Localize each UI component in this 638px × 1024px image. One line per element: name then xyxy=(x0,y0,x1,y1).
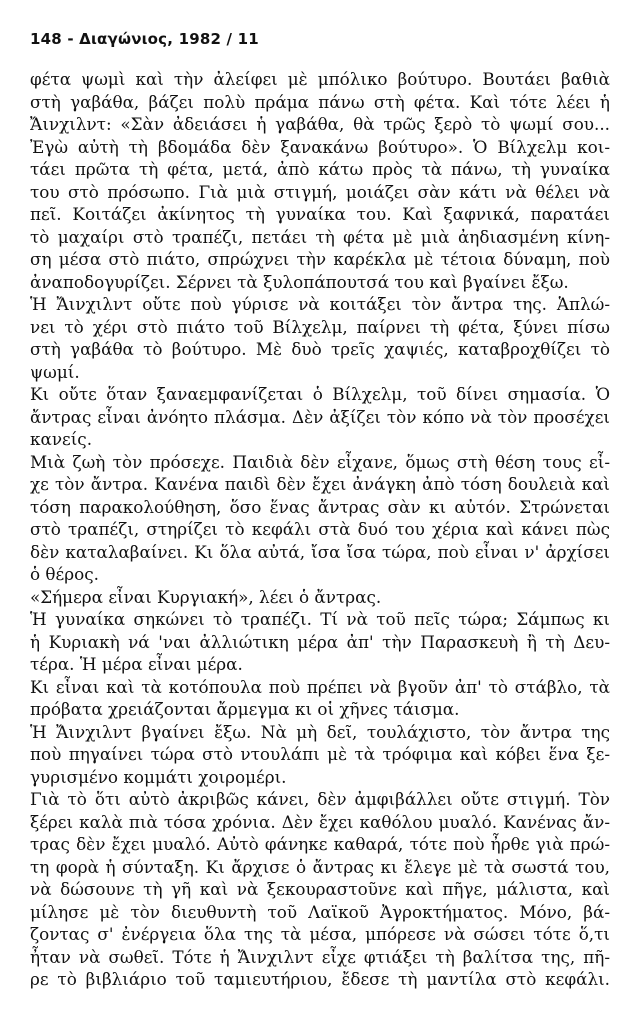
text-line: τὸ μαχαίρι στὸ τραπέζι, πετάει τὴ φέτα μὲ μιὰ ἀηδιασμένη κίνη- xyxy=(30,226,610,247)
text-line: γυρισμένο κομμάτι χοιρομέρι. xyxy=(30,766,287,787)
text-line: ρε τὸ βιβλιάριο τοῦ ταμιευτήριου, ἔδεσε τὴ μαντίλα στὸ κεφάλι. xyxy=(30,969,610,989)
text-line: τη φορὰ ἡ σύνταξη. Κι ἄρχισε ὁ ἄντρας κι ἔλεγε μὲ τὰ σωστά του, xyxy=(30,856,610,877)
text-line: πρόβατα χρειάζονται ἄρμεγμα κι οἱ χῆνες τάισμα. xyxy=(30,699,460,719)
text-line: τρας δὲν ἔχει μυαλό. Αὐτὸ φάνηκε καθαρά, τότε ποὺ ἦρθε γιὰ πρώ- xyxy=(30,834,610,854)
text-line: ὁ θέρος. xyxy=(30,564,99,584)
running-head: 148 - Διαγώνιος, 1982 / 11 xyxy=(30,30,259,48)
text-line: Ἡ Ἄινχιλντ βγαίνει ἔξω. Νὰ μὴ δεῖ, τουλάχιστο, τὸν ἄντρα της xyxy=(30,721,610,742)
text-line: Κι εἶναι καὶ τὰ κοτόπουλα ποὺ πρέπει νὰ βγοῦν ἀπ' τὸ στάβλο, τὰ xyxy=(30,676,610,697)
text-line: τέρα. Ἡ μέρα εἶναι μέρα. xyxy=(30,654,243,674)
text-line: «Σήμερα εἶναι Κυργιακή», λέει ὁ ἄντρας. xyxy=(30,586,382,607)
text-line: χε τὸν ἄντρα. Κανένα παιδὶ δὲν ἔχει ἀνάγκη ἀπὸ τόση δουλειὰ καὶ xyxy=(30,474,610,494)
text-line: τόση παρακολούθηση, ὅσο ἕνας ἄντρας σὰν κι αὐτόν. Στρώνεται xyxy=(30,496,610,517)
text-line: Ἐγὼ αὐτὴ τὴ βδομάδα δὲν ξανακάνω βούτυρο». Ὁ Βίλχελμ κοι- xyxy=(30,136,610,157)
text-line: φέτα ψωμὶ καὶ τὴν ἀλείφει μὲ μπόλικο βούτυρο. Βουτάει βαθιὰ xyxy=(30,69,610,89)
text-line: Κι οὔτε ὅταν ξαναεμφανίζεται ὁ Βίλχελμ, τοῦ δίνει σημασία. Ὁ xyxy=(30,384,610,404)
text-line: στὴ γαβάθα τὸ βούτυρο. Μὲ δυὸ τρεῖς χαψιές, καταβροχθίζει τὸ xyxy=(30,339,610,359)
text-line: δὲν καταλαβαίνει. Κι ὅλα αὐτά, ἴσα ἴσα τώρα, ποὺ εἶναι ν' ἀρχίσει xyxy=(30,541,610,562)
text-line: κανείς. xyxy=(30,429,93,449)
text-line: νει τὸ χέρι στὸ πιάτο τοῦ Βίλχελμ, παίρνει τὴ φέτα, ξύνει πίσω xyxy=(30,316,610,337)
text-line: στὴ γαβάθα, βάζει πολὺ πράμα πάνω στὴ φέτα. Καὶ τότε λέει ἡ xyxy=(30,91,610,112)
text-line: Ἡ Ἄινχιλντ οὔτε ποὺ γύρισε νὰ κοιτάξει τὸν ἄντρα της. Ἁπλώ- xyxy=(30,294,610,314)
book-page xyxy=(30,0,610,1024)
text-line: μίλησε μὲ τὸν διευθυντὴ τοῦ Λαϊκοῦ Ἀγροκτήματος. Μόνο, βά- xyxy=(30,901,610,922)
text-line: του στὸ πρόσωπο. Γιὰ μιὰ στιγμή, μοιάζει σὰν κάτι νὰ θέλει νὰ xyxy=(30,181,610,202)
text-line: τάει πρῶτα τὴ φέτα, μετά, ἀπὸ κάτω πρὸς τὰ πάνω, τὴ γυναίκα xyxy=(30,159,610,179)
text-line: ζοντας σ' ἐνέργεια ὅλα της τὰ μέσα, μπόρεσε νὰ σώσει τότε ὅ,τι xyxy=(30,924,610,944)
body-text xyxy=(30,68,610,991)
text-line: πεῖ. Κοιτάζει ἀκίνητος τὴ γυναίκα του. Καὶ ξαφνικά, παρατάει xyxy=(30,204,610,224)
text-line: Μιὰ ζωὴ τὸν πρόσεχε. Παιδιὰ δὲν εἶχανε, ὅμως στὴ θέση τους εἶ- xyxy=(30,451,610,472)
text-line: Ἡ γυναίκα σηκώνει τὸ τραπέζι. Τί νὰ τοῦ πεῖς τώρα; Σάμπως κι xyxy=(30,609,610,629)
text-line: ξέρει καλὰ πιὰ τόσα χρόνια. Δὲν ἔχει καθόλου μυαλό. Κανένας ἄν- xyxy=(30,811,610,832)
text-line: ψωμί. xyxy=(30,361,80,382)
text-line: ση μέσα στὸ πιάτο, σπρώχνει τὴν καρέκλα μὲ τέτοια δύναμη, ποὺ xyxy=(30,249,610,269)
text-line: ἡ Κυριακὴ νά 'ναι ἀλλιώτικη μέρα ἀπ' τὴν Παρασκευὴ ἢ τὴ Δευ- xyxy=(30,631,610,652)
text-line: ἄντρας εἶναι ἀνόητο πλάσμα. Δὲν ἀξίζει τὸν κόπο νὰ τὸν προσέχει xyxy=(30,406,610,427)
text-line: ποὺ πηγαίνει τώρα στὸ ντουλάπι μὲ τὰ τρόφιμα καὶ κόβει ἕνα ξε- xyxy=(30,744,610,764)
text-line: ἦταν νὰ σωθεῖ. Τότε ἡ Ἄινχιλντ εἶχε φτιάξει τὴ βαλίτσα της, πῆ- xyxy=(30,946,610,967)
text-line: Ἄινχιλντ: «Σὰν ἀδειάσει ἡ γαβάθα, θὰ τρῶς ξερὸ τὸ ψωμί σου... xyxy=(30,114,610,134)
text-line: Γιὰ τὸ ὅτι αὐτὸ ἀκριβῶς κάνει, δὲν ἀμφιβάλλει οὔτε στιγμή. Τὸν xyxy=(30,789,610,809)
text-line: ἀναποδογυρίζει. Σέρνει τὰ ξυλοπάπουτσά του καὶ βγαίνει ἔξω. xyxy=(30,271,569,292)
text-line: νὰ δώσουνε τὴ γῆ καὶ νὰ ξεκουραστοῦνε καὶ πῆγε, μάλιστα, καὶ xyxy=(30,879,610,899)
text-line: στὸ τραπέζι, στηρίζει τὸ κεφάλι στὰ δυό του χέρια καὶ κάνει πὼς xyxy=(30,519,610,539)
